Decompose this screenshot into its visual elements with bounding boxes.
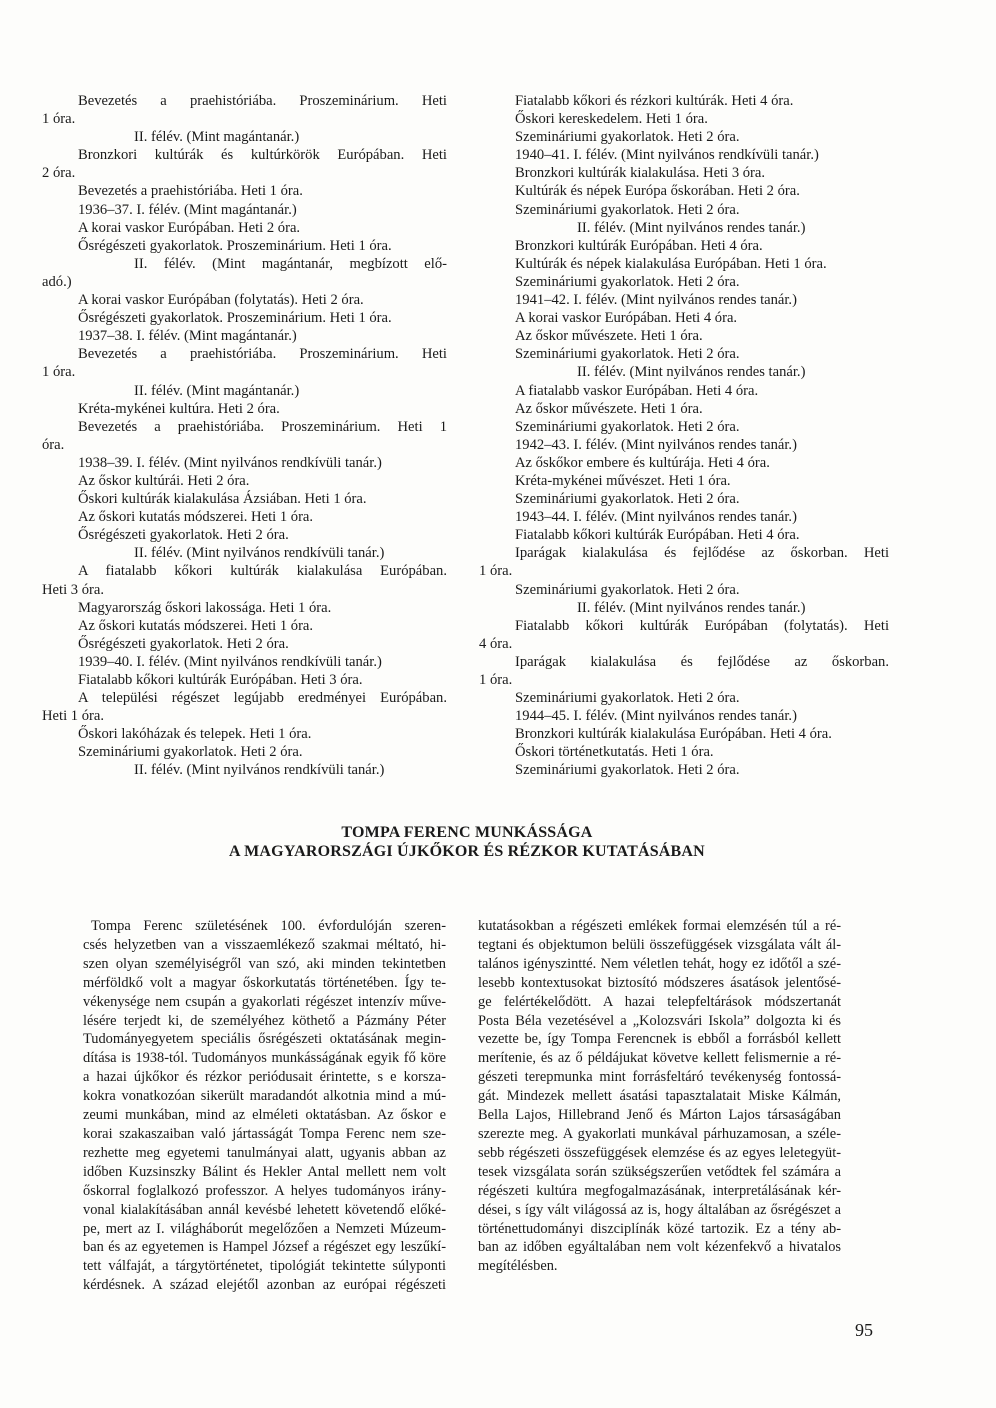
prose-line: vonal kialakításában annál kevésbé lehetett követendő előké-: [83, 1201, 446, 1218]
prose-line: kutatásokban a régészeti emlékek formai elemzésén túl a ré-: [478, 918, 841, 934]
prose-line: korai szakaszaiban való jártasságát Tompa Ferenc nem sze-: [83, 1125, 446, 1142]
course-line: Fiatalabb kőkori és rézkori kultúrák. Heti 4 óra.: [515, 93, 794, 109]
prose-line: dítása is 1938-tól. Tudományos munkásságának egyik fő köre: [83, 1050, 446, 1067]
course-line: Kréta-mykénei művészet. Heti 1 óra.: [515, 472, 731, 489]
prose-line: ban és az egyetemen is Hampel József a régészet egy leszűkí-: [83, 1239, 446, 1256]
course-line: Bevezetés a praehistóriába. Proszeminárium. Heti 1: [78, 418, 447, 435]
prose-line: szen olyan személyiségről van szó, aki minden tekintetben: [83, 955, 446, 972]
course-line: Az őskor művészete. Heti 1 óra.: [515, 328, 703, 345]
prose-line: a hazai újkőkor és rézkor periódusait érintette, s e korsza-: [83, 1069, 446, 1086]
course-line: Szemináriumi gyakorlatok. Heti 2 óra.: [515, 201, 740, 218]
course-line: II. félév. (Mint nyilvános rendkívüli tanár.): [134, 545, 385, 562]
prose-line: időben Kuzsinszky Bálint és Hekler Antal mellett nem volt: [83, 1163, 446, 1180]
course-line: Bronzkori kultúrák kialakulása. Heti 3 óra.: [515, 165, 766, 182]
course-line: Heti 1 óra.: [42, 708, 105, 725]
prose-line: megítélésben.: [478, 1258, 558, 1275]
prose-line: talános igényszintté. Nem véletlen tehát, hogy ez időtől a szé-: [478, 955, 841, 972]
course-line: Heti 3 óra.: [42, 581, 105, 598]
course-line: Szemináriumi gyakorlatok. Heti 2 óra.: [515, 346, 740, 363]
course-line: adó.): [42, 273, 72, 290]
course-line: óra.: [42, 436, 65, 453]
prose-line: kérdésnek. A század elejétől azonban az európai régészeti: [83, 1277, 446, 1294]
course-line: II. félév. (Mint magántanár, megbízott elő-: [134, 255, 447, 272]
course-line: Őskori kultúrák kialakulása Ázsiában. Heti 1 óra.: [78, 491, 367, 508]
prose-line: lesebb kontextusokat biztosító módszeres ásatások jelentősé-: [478, 974, 841, 991]
course-line: 1944–45. I. félév. (Mint nyilvános rendes tanár.): [515, 708, 797, 725]
course-line: Fiatalabb kőkori kultúrák Európában. Heti 3 óra.: [78, 672, 363, 688]
course-line: Őskori lakóházak és telepek. Heti 1 óra.: [78, 726, 312, 743]
prose-line: tegtani és objektumon belüli összefüggések vizsgálata vált ál-: [478, 936, 841, 953]
course-line: Szemináriumi gyakorlatok. Heti 2 óra.: [515, 581, 740, 598]
course-line: 1943–44. I. félév. (Mint nyilvános rendes tanár.): [515, 509, 797, 526]
prose-line: Posta Béla vezetésével a „Kolozsvári Iskola” dolgozta ki és: [478, 1012, 841, 1029]
course-line: A korai vaskor Európában. Heti 4 óra.: [515, 310, 738, 327]
course-line: 1936–37. I. félév. (Mint magántanár.): [78, 201, 297, 218]
prose-line: szerezte meg. A gyakorlati munkával párhuzamosan, a széle-: [478, 1125, 841, 1142]
course-line: Szemináriumi gyakorlatok. Heti 2 óra.: [515, 418, 740, 435]
course-line: 1 óra.: [479, 563, 513, 580]
course-line: Ősrégészeti gyakorlatok. Heti 2 óra.: [78, 635, 289, 652]
course-line: Ősrégészeti gyakorlatok. Proszeminárium. Heti 1 óra.: [78, 237, 392, 254]
prose-line: pe, mert az I. világháborút megelőzően a Nemzeti Múzeum-: [83, 1220, 446, 1237]
course-line: Kultúrák és népek Európa őskorában. Heti 2 óra.: [515, 183, 800, 200]
prose-line: vékenysége nem csupán a gyakorlati régészet intenzív műve-: [83, 993, 446, 1010]
course-line: 1 óra.: [479, 672, 513, 688]
course-line: II. félév. (Mint nyilvános rendkívüli tanár.): [134, 762, 385, 779]
heading-line-1: TOMPA FERENC MUNKÁSSÁGA: [341, 824, 593, 841]
course-line: Bronzkori kultúrák Európában. Heti 4 óra.: [515, 237, 763, 254]
course-line: 1940–41. I. félév. (Mint nyilvános rendkívüli tanár.): [515, 147, 819, 164]
course-line: 1937–38. I. félév. (Mint magántanár.): [78, 328, 297, 345]
course-line: Bronzkori kultúrák kialakulása Európában. Heti 4 óra.: [515, 726, 832, 743]
course-line: Magyarország őskori lakossága. Heti 1 óra.: [78, 599, 332, 616]
course-line: Ősrégészeti gyakorlatok. Proszeminárium. Heti 1 óra.: [78, 310, 392, 327]
prose-line: őskorral foglalkozó professzor. A helyes tudományos irány-: [83, 1182, 446, 1199]
article-heading: [0, 823, 934, 861]
course-line: Szemináriumi gyakorlatok. Heti 2 óra.: [515, 273, 740, 290]
course-line: II. félév. (Mint nyilvános rendes tanár.): [577, 364, 806, 381]
course-line: Szemináriumi gyakorlatok. Heti 2 óra.: [515, 491, 740, 508]
course-line: Az őskori kutatás módszerei. Heti 1 óra.: [78, 617, 314, 634]
course-line: A korai vaskor Európában. Heti 2 óra.: [78, 219, 301, 236]
prose-line: lésére terjedt ki, de személyéhez köthető a Pázmány Péter: [83, 1012, 446, 1029]
course-line: 1941–42. I. félév. (Mint nyilvános rendes tanár.): [515, 292, 797, 309]
prose-right-column: [478, 917, 841, 1276]
course-line: Az őskor művészete. Heti 1 óra.: [515, 400, 703, 417]
prose-line: Bella Lajos, Hillebrand Jenő és Márton Lajos társaságában: [478, 1107, 841, 1124]
course-line: A fiatalabb vaskor Európában. Heti 4 óra.: [515, 382, 759, 399]
course-line: A fiatalabb kőkori kultúrák kialakulása Európában.: [78, 563, 447, 580]
page-number: 95: [855, 1320, 873, 1340]
prose-line: merítenie, és az ő példájukat követve kellett felismernie a ré-: [478, 1050, 841, 1067]
prose-line: régészeti kultúra megfogalmazásának, interpretálásának kér-: [478, 1182, 841, 1199]
prose-line: történettudományi diszciplínák közé tartozik. Ez a tény ab-: [478, 1220, 841, 1237]
prose-line: Tudományegyetem speciális ősrégészeti oktatásának megin-: [83, 1031, 446, 1048]
course-line: Szemináriumi gyakorlatok. Heti 2 óra.: [515, 129, 740, 146]
prose-line: ge felértékelődött. A hazai telepfeltárások módszertanát: [478, 993, 841, 1010]
prose-left-column: [83, 917, 446, 1295]
prose-line: Tompa Ferenc születésének 100. évfordulóján szeren-: [91, 918, 446, 934]
course-line: 4 óra.: [479, 635, 513, 652]
course-line: Kultúrák és népek kialakulása Európában. Heti 1 óra.: [515, 255, 827, 272]
course-line: 1942–43. I. félév. (Mint nyilvános rendes tanár.): [515, 436, 797, 453]
prose-line: gát. Mindezek mellett ásatási tapasztalatait Miske Kálmán,: [478, 1088, 841, 1105]
course-line: Bevezetés a praehistóriába. Proszeminárium. Heti: [78, 93, 447, 109]
right-course-column: [479, 92, 889, 780]
course-line: Fiatalabb kőkori kultúrák Európában (folytatás). Heti: [515, 617, 889, 634]
course-line: Iparágak kialakulása és fejlődése az őskorban. Heti: [515, 545, 889, 562]
prose-line: dései, s így vált világossá az is, hogy általában az ősrégészet a: [478, 1201, 841, 1218]
prose-line: zeumi munkában, mind az elméleti oktatásban. Az őskor e: [83, 1107, 446, 1124]
prose-line: gészeti terepmunka mint forrásfeltáró tevékenység fontossá-: [478, 1069, 841, 1086]
course-line: Kréta-mykénei kultúra. Heti 2 óra.: [78, 400, 280, 417]
prose-line: sebb régészeti összefüggések elemzése és az egyes leletegyüt-: [478, 1144, 841, 1161]
course-line: II. félév. (Mint magántanár.): [134, 382, 300, 399]
course-line: II. félév. (Mint nyilvános rendes tanár.): [577, 219, 806, 236]
course-line: Fiatalabb kőkori kultúrák Európában. Heti 4 óra.: [515, 527, 800, 544]
course-line: Őskori történetkutatás. Heti 1 óra.: [515, 744, 714, 761]
course-line: II. félév. (Mint magántanár.): [134, 129, 300, 146]
course-line: Ősrégészeti gyakorlatok. Heti 2 óra.: [78, 527, 289, 544]
course-line: 1 óra.: [42, 111, 76, 128]
course-line: 1939–40. I. félév. (Mint nyilvános rendkívüli tanár.): [78, 653, 382, 670]
course-line: Őskori kereskedelem. Heti 1 óra.: [515, 111, 708, 128]
course-line: Bevezetés a praehistóriába. Proszeminárium. Heti: [78, 346, 447, 363]
left-course-column: [42, 92, 447, 780]
course-line: II. félév. (Mint nyilvános rendes tanár.): [577, 599, 806, 616]
course-line: 1938–39. I. félév. (Mint nyilvános rendkívüli tanár.): [78, 454, 382, 471]
course-line: Bevezetés a praehistóriába. Heti 1 óra.: [78, 183, 303, 200]
course-line: Szemináriumi gyakorlatok. Heti 2 óra.: [515, 762, 740, 779]
prose-line: vezette be, így Tompa Ferencnek is ebből a forrásból kellett: [478, 1031, 841, 1048]
prose-line: kokra vonatkozóan sikerült maradandót alkotnia mind a mú-: [83, 1088, 446, 1105]
prose-line: rezhette meg egyetemi tanulmányai alatt, ugyanis abban az: [83, 1144, 446, 1161]
prose-line: tett válfaját, a tárgytörténetet, tipológiát tekintette súlyponti: [83, 1258, 446, 1275]
course-line: A korai vaskor Európában (folytatás). Heti 2 óra.: [78, 292, 364, 309]
course-line: Iparágak kialakulása és fejlődése az őskorban.: [515, 653, 889, 670]
heading-line-2: A MAGYARORSZÁGI ÚJKŐKOR ÉS RÉZKOR KUTATÁSÁBAN: [229, 843, 705, 860]
prose-line: csés helyzetben van a visszaemlékező szakmai méltató, hi-: [83, 936, 446, 953]
prose-line: ban az időben egyáltalában nem volt kézenfekvő a hivatalos: [478, 1239, 841, 1256]
course-line: Szemináriumi gyakorlatok. Heti 2 óra.: [78, 744, 303, 761]
course-line: Szemináriumi gyakorlatok. Heti 2 óra.: [515, 690, 740, 707]
course-line: Az őskor kultúrái. Heti 2 óra.: [78, 472, 250, 489]
prose-line: mérföldkő volt a magyar őskorkutatás történetében. Így te-: [83, 974, 446, 991]
course-line: 2 óra.: [42, 165, 76, 182]
course-line: Bronzkori kultúrák és kultúrkörök Európában. Heti: [78, 147, 447, 164]
course-line: A települési régészet legújabb eredményei Európában.: [78, 690, 447, 707]
course-line: Az őskori kutatás módszerei. Heti 1 óra.: [78, 509, 314, 526]
course-line: Az őskőkor embere és kultúrája. Heti 4 óra.: [515, 454, 770, 471]
prose-line: tesek vizsgálata során szükségszerűen vetődtek fel számára a: [478, 1163, 841, 1180]
course-line: 1 óra.: [42, 364, 76, 381]
